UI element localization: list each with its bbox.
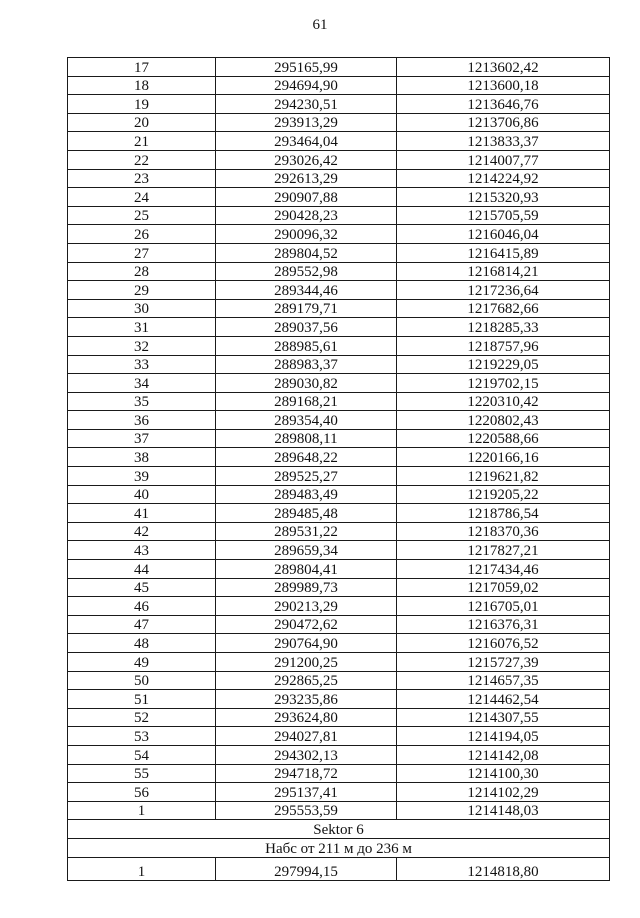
- x-coordinate-cell: 289659,34: [216, 541, 397, 560]
- table-row: [68, 429, 610, 448]
- y-coordinate-cell: 1220802,43: [397, 411, 610, 430]
- point-number-cell: 29: [68, 281, 216, 300]
- table-row: [68, 560, 610, 579]
- x-coordinate-cell: 290907,88: [216, 188, 397, 207]
- x-coordinate-cell: 294027,81: [216, 727, 397, 746]
- table-row: [68, 708, 610, 727]
- point-number-cell: 45: [68, 578, 216, 597]
- x-coordinate-cell: 294230,51: [216, 95, 397, 114]
- height-range-row: [68, 838, 610, 857]
- y-coordinate-cell: 1216376,31: [397, 615, 610, 634]
- y-coordinate-cell: 1213600,18: [397, 76, 610, 95]
- point-number-cell: 37: [68, 429, 216, 448]
- point-number-cell: 18: [68, 76, 216, 95]
- x-coordinate-cell: 295165,99: [216, 58, 397, 77]
- x-coordinate-cell: 288983,37: [216, 355, 397, 374]
- x-coordinate-cell: 290428,23: [216, 206, 397, 225]
- y-coordinate-cell: 1218285,33: [397, 318, 610, 337]
- point-number-cell: 27: [68, 243, 216, 262]
- x-coordinate-cell: 289648,22: [216, 448, 397, 467]
- y-coordinate-cell: 1219229,05: [397, 355, 610, 374]
- x-coordinate-cell: 293026,42: [216, 150, 397, 169]
- point-number-cell: 22: [68, 150, 216, 169]
- y-coordinate-cell: 1214462,54: [397, 690, 610, 709]
- point-number-cell: 52: [68, 708, 216, 727]
- x-coordinate-cell: 289344,46: [216, 281, 397, 300]
- y-coordinate-cell: 1220166,16: [397, 448, 610, 467]
- coordinates-table-body: [68, 58, 610, 881]
- x-coordinate-cell: 289804,52: [216, 243, 397, 262]
- y-coordinate-cell: 1215705,59: [397, 206, 610, 225]
- point-number-cell: 55: [68, 764, 216, 783]
- y-coordinate-cell: 1214102,29: [397, 783, 610, 802]
- table-row: [68, 281, 610, 300]
- y-coordinate-cell: 1218370,36: [397, 522, 610, 541]
- table-row: [68, 467, 610, 486]
- table-row: [68, 95, 610, 114]
- y-coordinate-cell: 1218786,54: [397, 504, 610, 523]
- y-coordinate-cell: 1215727,39: [397, 653, 610, 672]
- y-coordinate-cell: 1213833,37: [397, 132, 610, 151]
- x-coordinate-cell: 293464,04: [216, 132, 397, 151]
- point-number-cell: 21: [68, 132, 216, 151]
- point-number-cell: 24: [68, 188, 216, 207]
- table-row: [68, 745, 610, 764]
- x-coordinate-cell: 295553,59: [216, 801, 397, 820]
- y-coordinate-cell: 1216415,89: [397, 243, 610, 262]
- table-row: [68, 374, 610, 393]
- y-coordinate-cell: 1217827,21: [397, 541, 610, 560]
- point-number-cell: 20: [68, 113, 216, 132]
- point-number-cell: 44: [68, 560, 216, 579]
- y-coordinate-cell: 1218757,96: [397, 336, 610, 355]
- x-coordinate-cell: 294718,72: [216, 764, 397, 783]
- table-row: [68, 392, 610, 411]
- y-coordinate-cell: 1213646,76: [397, 95, 610, 114]
- y-coordinate-cell: 1214142,08: [397, 745, 610, 764]
- table-row: [68, 671, 610, 690]
- table-row: [68, 225, 610, 244]
- x-coordinate-cell: 289179,71: [216, 299, 397, 318]
- table-row: [68, 504, 610, 523]
- y-coordinate-cell: 1213706,86: [397, 113, 610, 132]
- table-row: [68, 132, 610, 151]
- x-coordinate-cell: 293913,29: [216, 113, 397, 132]
- point-number-cell: 41: [68, 504, 216, 523]
- table-row: [68, 411, 610, 430]
- point-number-cell: 47: [68, 615, 216, 634]
- table-row: [68, 634, 610, 653]
- table-row: [68, 262, 610, 281]
- x-coordinate-cell: 294302,13: [216, 745, 397, 764]
- x-coordinate-cell: 295137,41: [216, 783, 397, 802]
- point-number-cell: 1: [68, 857, 216, 880]
- point-number-cell: 53: [68, 727, 216, 746]
- table-row: [68, 169, 610, 188]
- x-coordinate-cell: 289483,49: [216, 485, 397, 504]
- x-coordinate-cell: 289808,11: [216, 429, 397, 448]
- point-number-cell: 17: [68, 58, 216, 77]
- x-coordinate-cell: 289552,98: [216, 262, 397, 281]
- table-row: [68, 690, 610, 709]
- y-coordinate-cell: 1216046,04: [397, 225, 610, 244]
- y-coordinate-cell: 1214194,05: [397, 727, 610, 746]
- point-number-cell: 49: [68, 653, 216, 672]
- x-coordinate-cell: 289989,73: [216, 578, 397, 597]
- sector-title: Sektor 6: [68, 820, 610, 839]
- table-row: [68, 355, 610, 374]
- table-row: [68, 448, 610, 467]
- table-row: [68, 299, 610, 318]
- point-number-cell: 48: [68, 634, 216, 653]
- y-coordinate-cell: 1214307,55: [397, 708, 610, 727]
- point-number-cell: 19: [68, 95, 216, 114]
- point-number-cell: 30: [68, 299, 216, 318]
- x-coordinate-cell: 292613,29: [216, 169, 397, 188]
- y-coordinate-cell: 1214818,80: [397, 857, 610, 880]
- point-number-cell: 56: [68, 783, 216, 802]
- y-coordinate-cell: 1217434,46: [397, 560, 610, 579]
- table-row: [68, 597, 610, 616]
- point-number-cell: 28: [68, 262, 216, 281]
- table-row: [68, 336, 610, 355]
- point-number-cell: 42: [68, 522, 216, 541]
- y-coordinate-cell: 1214100,30: [397, 764, 610, 783]
- page-number: 61: [312, 17, 328, 33]
- point-number-cell: 25: [68, 206, 216, 225]
- table-row: [68, 783, 610, 802]
- x-coordinate-cell: 290096,32: [216, 225, 397, 244]
- table-row: [68, 764, 610, 783]
- point-number-cell: 40: [68, 485, 216, 504]
- y-coordinate-cell: 1217682,66: [397, 299, 610, 318]
- x-coordinate-cell: 288985,61: [216, 336, 397, 355]
- point-number-cell: 35: [68, 392, 216, 411]
- point-number-cell: 1: [68, 801, 216, 820]
- table-row: [68, 58, 610, 77]
- y-coordinate-cell: 1217059,02: [397, 578, 610, 597]
- point-number-cell: 31: [68, 318, 216, 337]
- y-coordinate-cell: 1216705,01: [397, 597, 610, 616]
- x-coordinate-cell: 290472,62: [216, 615, 397, 634]
- table-row: [68, 801, 610, 820]
- x-coordinate-cell: 292865,25: [216, 671, 397, 690]
- table-row: [68, 522, 610, 541]
- x-coordinate-cell: 289531,22: [216, 522, 397, 541]
- table-row: [68, 653, 610, 672]
- x-coordinate-cell: 289525,27: [216, 467, 397, 486]
- point-number-cell: 50: [68, 671, 216, 690]
- y-coordinate-cell: 1219205,22: [397, 485, 610, 504]
- y-coordinate-cell: 1214007,77: [397, 150, 610, 169]
- table-row: [68, 206, 610, 225]
- table-row: [68, 857, 610, 880]
- y-coordinate-cell: 1214224,92: [397, 169, 610, 188]
- x-coordinate-cell: 289168,21: [216, 392, 397, 411]
- point-number-cell: 34: [68, 374, 216, 393]
- x-coordinate-cell: 289485,48: [216, 504, 397, 523]
- point-number-cell: 38: [68, 448, 216, 467]
- point-number-cell: 39: [68, 467, 216, 486]
- point-number-cell: 54: [68, 745, 216, 764]
- table-row: [68, 615, 610, 634]
- y-coordinate-cell: 1214148,03: [397, 801, 610, 820]
- point-number-cell: 51: [68, 690, 216, 709]
- y-coordinate-cell: 1217236,64: [397, 281, 610, 300]
- table-row: [68, 541, 610, 560]
- x-coordinate-cell: 289354,40: [216, 411, 397, 430]
- point-number-cell: 43: [68, 541, 216, 560]
- y-coordinate-cell: 1213602,42: [397, 58, 610, 77]
- x-coordinate-cell: 290764,90: [216, 634, 397, 653]
- table-row: [68, 318, 610, 337]
- sector-title-row: [68, 820, 610, 839]
- x-coordinate-cell: 289804,41: [216, 560, 397, 579]
- table-row: [68, 485, 610, 504]
- point-number-cell: 26: [68, 225, 216, 244]
- table-row: [68, 76, 610, 95]
- height-range: Набс от 211 м до 236 м: [68, 838, 610, 857]
- x-coordinate-cell: 297994,15: [216, 857, 397, 880]
- x-coordinate-cell: 294694,90: [216, 76, 397, 95]
- x-coordinate-cell: 293624,80: [216, 708, 397, 727]
- x-coordinate-cell: 291200,25: [216, 653, 397, 672]
- y-coordinate-cell: 1216076,52: [397, 634, 610, 653]
- y-coordinate-cell: 1220588,66: [397, 429, 610, 448]
- x-coordinate-cell: 293235,86: [216, 690, 397, 709]
- x-coordinate-cell: 290213,29: [216, 597, 397, 616]
- y-coordinate-cell: 1219702,15: [397, 374, 610, 393]
- point-number-cell: 36: [68, 411, 216, 430]
- y-coordinate-cell: 1214657,35: [397, 671, 610, 690]
- y-coordinate-cell: 1220310,42: [397, 392, 610, 411]
- x-coordinate-cell: 289030,82: [216, 374, 397, 393]
- table-row: [68, 113, 610, 132]
- table-row: [68, 243, 610, 262]
- table-row: [68, 188, 610, 207]
- point-number-cell: 32: [68, 336, 216, 355]
- point-number-cell: 46: [68, 597, 216, 616]
- table-row: [68, 578, 610, 597]
- coordinates-table: [67, 57, 610, 881]
- y-coordinate-cell: 1216814,21: [397, 262, 610, 281]
- y-coordinate-cell: 1219621,82: [397, 467, 610, 486]
- table-row: [68, 150, 610, 169]
- y-coordinate-cell: 1215320,93: [397, 188, 610, 207]
- x-coordinate-cell: 289037,56: [216, 318, 397, 337]
- point-number-cell: 23: [68, 169, 216, 188]
- table-row: [68, 727, 610, 746]
- point-number-cell: 33: [68, 355, 216, 374]
